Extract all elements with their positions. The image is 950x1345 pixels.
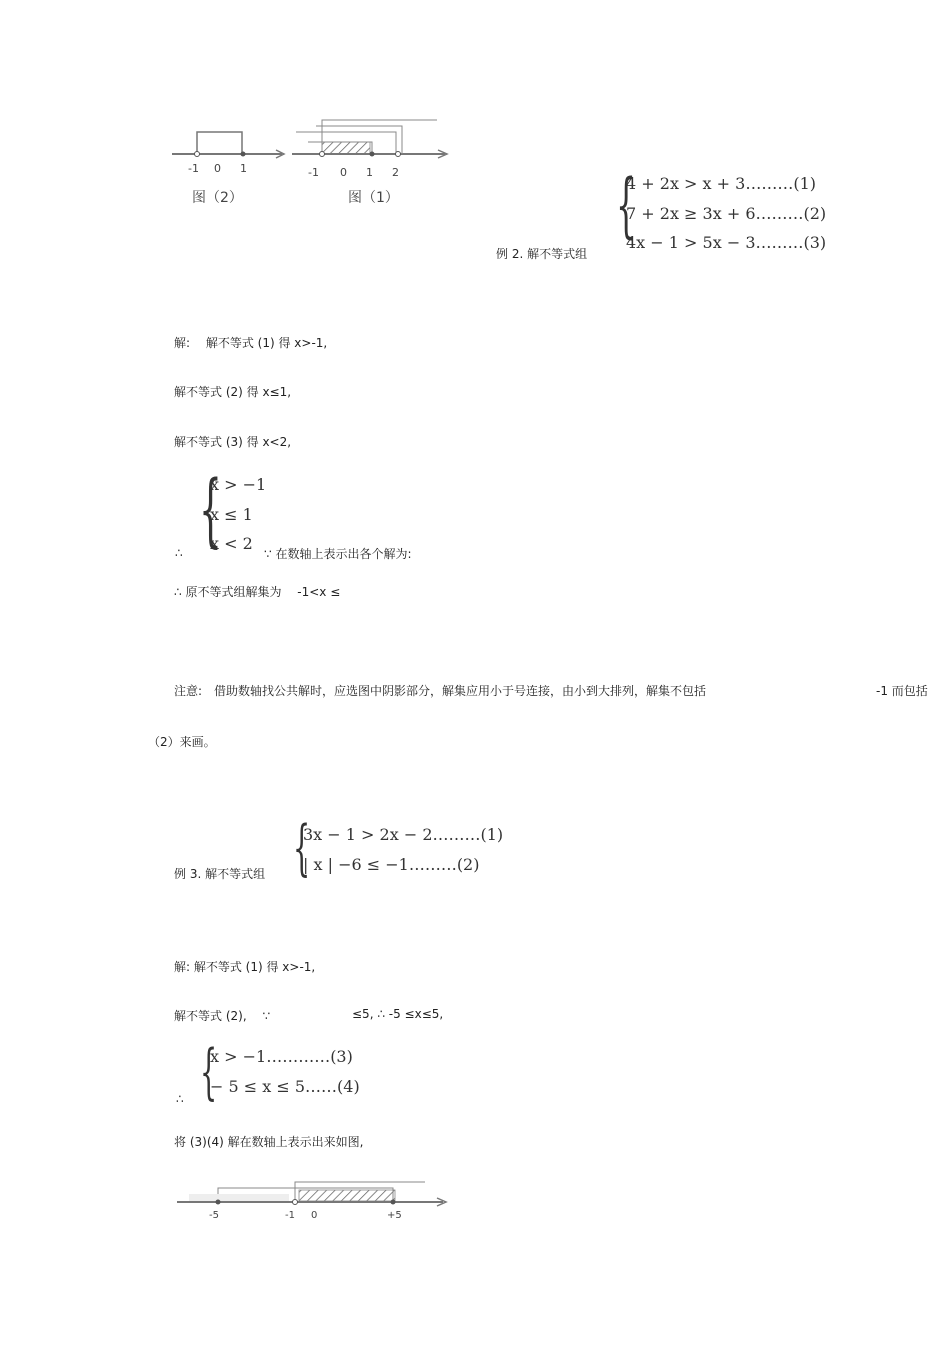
fig2-tick-label: -1 (188, 162, 199, 175)
number-line-figures-top (170, 118, 460, 213)
fig2-tick-label: 0 (214, 162, 221, 175)
solution-2-line-3: 解不等式 (3) 得 x<2, (174, 435, 292, 449)
solution-3-system-1: x > −1…………(3) (210, 1047, 353, 1066)
therefore-symbol: ∴ (175, 546, 183, 560)
solution-3-line-2-b: ≤5, ∴ -5 ≤x≤5, (352, 1007, 444, 1021)
solution-3-brace: { (200, 1037, 218, 1107)
number-line-figure-1 (292, 120, 447, 206)
example-3-label: 例 3. 解不等式组 (174, 867, 266, 881)
solution-2-system-1: x > −1 (210, 475, 267, 494)
note-line-2: （2）来画。 (148, 735, 216, 749)
fig1-tick-label: 0 (340, 166, 347, 179)
note-line-1-end: -1 而包括 (876, 684, 928, 698)
bottom-tick-label: -1 (285, 1210, 295, 1221)
solution-2-line-2: 解不等式 (2) 得 x≤1, (174, 385, 292, 399)
example-3-eq-1: 3x − 1 > 2x − 2………(1) (303, 825, 504, 844)
solution-3-line-3: 将 (3)(4) 解在数轴上表示出来如图, (174, 1135, 364, 1149)
fig1-tick-label: 1 (366, 166, 373, 179)
example-2-eq-1: 4 + 2x > x + 3………(1) (626, 174, 816, 193)
number-line-figure-bottom (175, 1180, 450, 1230)
number-line-figure-2 (172, 132, 284, 206)
therefore-symbol: ∴ (176, 1092, 184, 1106)
fig1-caption: 图（1） (348, 190, 399, 206)
solution-2-system-3: x < 2 (210, 534, 253, 553)
example-3-eq-2: | x | −6 ≤ −1………(2) (303, 855, 480, 874)
solution-3-system-2: − 5 ≤ x ≤ 5……(4) (210, 1077, 360, 1096)
bottom-tick-label: +5 (387, 1210, 402, 1221)
solution-2-brace: { (199, 463, 222, 556)
solution-2-result: ∴ 原不等式组解集为 -1<x ≤ (174, 585, 341, 599)
note-line-1: 注意: 借助数轴找公共解时，应选图中阴影部分，解集应用小于号连接，由小到大排列，解集不包括 (174, 684, 707, 698)
example-2-eq-2: 7 + 2x ≥ 3x + 6………(2) (626, 204, 827, 223)
fig1-tick-label: 2 (392, 166, 399, 179)
bottom-tick-label: 0 (311, 1210, 318, 1221)
example-2-eq-3: 4x − 1 > 5x − 3………(3) (626, 233, 827, 252)
solution-2-system-2: x ≤ 1 (210, 505, 253, 524)
example-2-brace: { (616, 164, 637, 246)
solution-3-line-2-a: 解不等式 (2), ∵ (174, 1009, 271, 1023)
bottom-tick-label: -5 (209, 1210, 219, 1221)
solution-2-because: ∵ 在数轴上表示出各个解为: (264, 547, 412, 561)
solution-2-line-1: 解: 解不等式 (1) 得 x>-1, (174, 336, 328, 350)
fig2-caption: 图（2） (192, 190, 243, 206)
example-3-brace: { (293, 813, 311, 883)
fig1-tick-label: -1 (308, 166, 319, 179)
fig2-tick-label: 1 (240, 162, 247, 175)
example-2-label: 例 2. 解不等式组 (496, 247, 588, 261)
solution-3-line-1: 解: 解不等式 (1) 得 x>-1, (174, 960, 316, 974)
